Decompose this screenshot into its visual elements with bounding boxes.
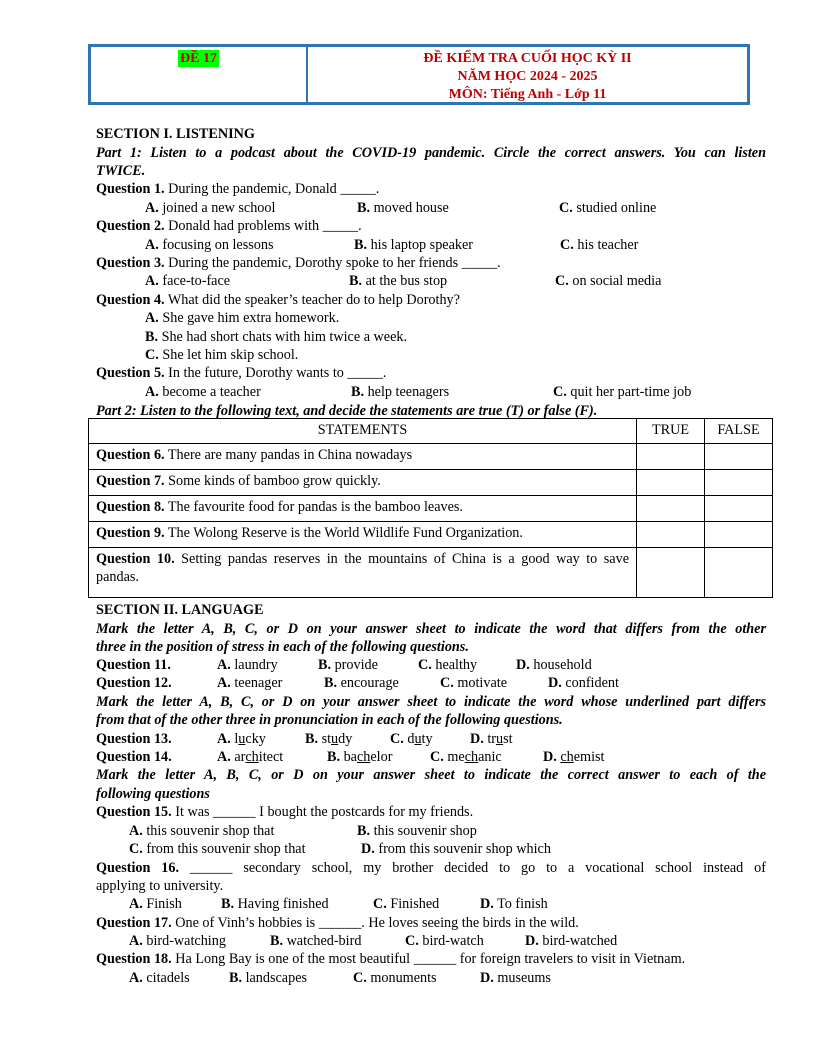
- answer-false-cell[interactable]: [705, 496, 773, 522]
- part1-instruction: Part 1: Listen to a podcast about the COVID-19 pandemic. Circle the correct answers. You can listen: [96, 145, 766, 161]
- q11-option-b[interactable]: B. provide: [318, 657, 378, 673]
- question-15: Question 15. It was ______ I bought the postcards for my friends.: [96, 804, 474, 820]
- q15-option-b[interactable]: B. this souvenir shop: [357, 823, 477, 839]
- grammar-instruction: Mark the letter A, B, C, or D on your answer sheet to indicate the correct answer to each of the: [96, 767, 766, 783]
- header-statements: STATEMENTS: [89, 419, 637, 444]
- q17-option-c[interactable]: C. bird-watch: [405, 933, 484, 949]
- q14-option-a[interactable]: A. architect: [217, 749, 284, 765]
- q13-option-b[interactable]: B. study: [305, 731, 353, 747]
- q11-option-a[interactable]: A. laundry: [217, 657, 278, 673]
- question-18: Question 18. Ha Long Bay is one of the most beautiful ______ for foreign travelers to visit in Vietnam.: [96, 951, 686, 967]
- q3-option-c[interactable]: C. on social media: [555, 273, 662, 289]
- question-11: Question 11.: [96, 657, 171, 673]
- q18-option-b[interactable]: B. landscapes: [229, 970, 308, 986]
- question-12: Question 12.: [96, 675, 172, 691]
- q1-option-c[interactable]: C. studied online: [559, 200, 657, 216]
- answer-false-cell[interactable]: [705, 522, 773, 548]
- q12-option-a[interactable]: A. teenager: [217, 675, 283, 691]
- answer-true-cell[interactable]: [637, 548, 705, 598]
- q13-option-a[interactable]: A. lucky: [217, 731, 266, 747]
- question-3: Question 3. During the pandemic, Dorothy spoke to her friends _____.: [96, 255, 501, 271]
- q5-option-b[interactable]: B. help teenagers: [351, 384, 450, 400]
- answer-true-cell[interactable]: [637, 444, 705, 470]
- answer-true-cell[interactable]: [637, 522, 705, 548]
- subject: MÔN: Tiếng Anh - Lớp 11: [448, 87, 607, 102]
- question-16: Question 16. ______ secondary school, my brother decided to go to a vocational school instead of: [96, 860, 766, 876]
- statement-8: Question 8. The favourite food for pandas is the bamboo leaves.: [89, 496, 637, 522]
- q16-option-b[interactable]: B. Having finished: [221, 896, 329, 912]
- pronunciation-instruction-cont: from that of the other three in pronunciation in each of the following questions.: [96, 712, 563, 728]
- q15-option-a[interactable]: A. this souvenir shop that: [129, 823, 275, 839]
- table-row: [89, 522, 773, 548]
- exam-code-cell: [91, 47, 308, 102]
- question-16-cont: applying to university.: [96, 878, 224, 894]
- section-1-title: SECTION I. LISTENING: [96, 126, 255, 142]
- exam-code: ĐỀ 17: [180, 51, 217, 66]
- q16-option-c[interactable]: C. Finished: [373, 896, 440, 912]
- question-13: Question 13.: [96, 731, 172, 747]
- question-1: Question 1. During the pandemic, Donald _____.: [96, 181, 380, 197]
- answer-false-cell[interactable]: [705, 444, 773, 470]
- q17-option-a[interactable]: A. bird-watching: [129, 933, 226, 949]
- q14-option-b[interactable]: B. bachelor: [327, 749, 393, 765]
- statement-10: Question 10. Setting pandas reserves in the mountains of China is a good way to save pandas.: [89, 548, 637, 598]
- part2-instruction: Part 2: Listen to the following text, and decide the statements are true (T) or false (F).: [96, 403, 598, 419]
- school-year: NĂM HỌC 2024 - 2025: [457, 69, 598, 84]
- q13-option-c[interactable]: C. duty: [390, 731, 433, 747]
- q17-option-b[interactable]: B. watched-bird: [270, 933, 362, 949]
- q12-option-c[interactable]: C. motivate: [440, 675, 507, 691]
- table-row: [89, 444, 773, 470]
- q15-option-c[interactable]: C. from this souvenir shop that: [129, 841, 306, 857]
- q18-option-d[interactable]: D. museums: [480, 970, 551, 986]
- stress-instruction-cont: three in the position of stress in each of the following questions.: [96, 639, 469, 655]
- q2-option-c[interactable]: C. his teacher: [560, 237, 639, 253]
- q18-option-c[interactable]: C. monuments: [353, 970, 437, 986]
- header-false: FALSE: [705, 419, 773, 444]
- statement-9: Question 9. The Wolong Reserve is the World Wildlife Fund Organization.: [89, 522, 637, 548]
- q17-option-d[interactable]: D. bird-watched: [525, 933, 618, 949]
- stress-instruction: Mark the letter A, B, C, or D on your answer sheet to indicate the word that differs from the other: [96, 621, 766, 637]
- q4-option-b[interactable]: B. She had short chats with him twice a week.: [145, 329, 408, 345]
- q18-option-a[interactable]: A. citadels: [129, 970, 190, 986]
- answer-false-cell[interactable]: [705, 548, 773, 598]
- q4-option-c[interactable]: C. She let him skip school.: [145, 347, 299, 363]
- question-4: Question 4. What did the speaker’s teacher do to help Dorothy?: [96, 292, 460, 308]
- section-2-title: SECTION II. LANGUAGE: [96, 602, 264, 618]
- answer-false-cell[interactable]: [705, 470, 773, 496]
- part1-instruction-cont: TWICE.: [96, 163, 146, 179]
- q15-option-d[interactable]: D. from this souvenir shop which: [361, 841, 551, 857]
- grammar-instruction-cont: following questions: [96, 786, 210, 802]
- statement-6: Question 6. There are many pandas in China nowadays: [89, 444, 637, 470]
- q16-option-a[interactable]: A. Finish: [129, 896, 182, 912]
- answer-true-cell[interactable]: [637, 470, 705, 496]
- statement-7: Question 7. Some kinds of bamboo grow quickly.: [89, 470, 637, 496]
- q13-option-d[interactable]: D. trust: [470, 731, 513, 747]
- q11-option-c[interactable]: C. healthy: [418, 657, 478, 673]
- q3-option-b[interactable]: B. at the bus stop: [349, 273, 448, 289]
- table-row: [89, 548, 773, 598]
- question-17: Question 17. One of Vinh’s hobbies is ______. He loves seeing the birds in the wild.: [96, 915, 579, 931]
- q2-option-b[interactable]: B. his laptop speaker: [354, 237, 473, 253]
- table-row: [89, 496, 773, 522]
- q11-option-d[interactable]: D. household: [516, 657, 592, 673]
- q2-option-a[interactable]: A. focusing on lessons: [145, 237, 274, 253]
- pronunciation-instruction: Mark the letter A, B, C, or D on your answer sheet to indicate the word whose underlined part differs: [96, 694, 766, 710]
- q14-option-d[interactable]: D. chemist: [543, 749, 605, 765]
- q12-option-d[interactable]: D. confident: [548, 675, 619, 691]
- q5-option-a[interactable]: A. become a teacher: [145, 384, 261, 400]
- exam-title-cell: [308, 47, 747, 102]
- question-5: Question 5. In the future, Dorothy wants to _____.: [96, 365, 387, 381]
- true-false-table: [88, 418, 773, 598]
- exam-title: ĐỀ KIỂM TRA CUỐI HỌC KỲ II: [423, 51, 632, 66]
- q1-option-a[interactable]: A. joined a new school: [145, 200, 276, 216]
- q14-option-c[interactable]: C. mechanic: [430, 749, 502, 765]
- question-14: Question 14.: [96, 749, 172, 765]
- q12-option-b[interactable]: B. encourage: [324, 675, 399, 691]
- q3-option-a[interactable]: A. face-to-face: [145, 273, 231, 289]
- question-2: Question 2. Donald had problems with _____.: [96, 218, 362, 234]
- answer-true-cell[interactable]: [637, 496, 705, 522]
- q5-option-c[interactable]: C. quit her part-time job: [553, 384, 692, 400]
- q1-option-b[interactable]: B. moved house: [357, 200, 449, 216]
- table-row: [89, 470, 773, 496]
- table-header-row: [89, 419, 773, 444]
- q4-option-a[interactable]: A. She gave him extra homework.: [145, 310, 340, 326]
- exam-header: [88, 44, 750, 105]
- q16-option-d[interactable]: D. To finish: [480, 896, 548, 912]
- header-true: TRUE: [637, 419, 705, 444]
